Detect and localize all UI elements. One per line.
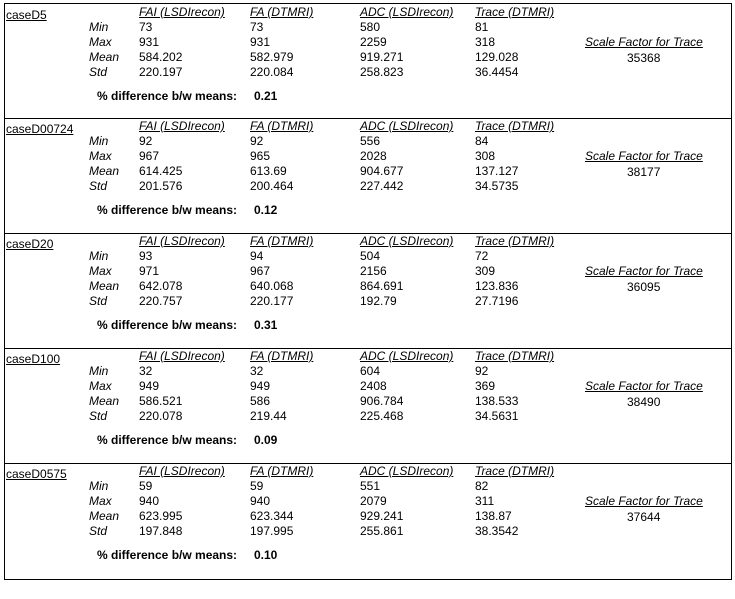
value-fa: 73 — [250, 20, 264, 34]
pct-diff-value: 0.21 — [254, 89, 278, 103]
value-fai: 931 — [139, 35, 160, 49]
value-fa: 582.979 — [250, 50, 294, 64]
pct-diff-label: % difference b/w means: — [97, 318, 238, 332]
header-adc: ADC (LSDIrecon) — [360, 464, 454, 478]
header-fa: FA (DTMRI) — [250, 119, 314, 133]
case-block-caseD100 — [4, 348, 732, 464]
value-adc: 192.79 — [360, 294, 397, 308]
value-adc: 904.677 — [360, 164, 404, 178]
value-fai: 220.078 — [139, 409, 183, 423]
value-adc: 906.784 — [360, 394, 404, 408]
value-fai: 614.425 — [139, 164, 183, 178]
case-name: caseD0575 — [6, 467, 67, 481]
value-fai: 201.576 — [139, 179, 183, 193]
row-label-max: Max — [89, 264, 112, 278]
scale-factor-label: Scale Factor for Trace — [585, 379, 703, 393]
scale-factor-value: 38490 — [627, 395, 661, 409]
value-trace: 311 — [475, 494, 495, 508]
value-fai: 220.757 — [139, 294, 183, 308]
value-fai: 197.848 — [139, 524, 183, 538]
header-adc: ADC (LSDIrecon) — [360, 119, 454, 133]
row-label-std: Std — [89, 179, 108, 193]
value-adc: 2156 — [360, 264, 387, 278]
value-fai: 971 — [139, 264, 160, 278]
scale-factor-label: Scale Factor for Trace — [585, 149, 703, 163]
header-trace: Trace (DTMRI) — [475, 349, 555, 363]
value-trace: 36.4454 — [475, 65, 519, 79]
header-fai: FAI (LSDIrecon) — [139, 5, 225, 19]
case-block-caseD5 — [4, 3, 732, 119]
value-adc: 556 — [360, 134, 381, 148]
pct-diff-label: % difference b/w means: — [97, 548, 238, 562]
scale-factor-label: Scale Factor for Trace — [585, 264, 703, 278]
value-trace: 38.3542 — [475, 524, 519, 538]
row-label-max: Max — [89, 379, 112, 393]
pct-diff-value: 0.09 — [254, 433, 278, 447]
value-adc: 551 — [360, 479, 381, 493]
value-fai: 32 — [139, 364, 153, 378]
scale-factor-value: 38177 — [627, 165, 661, 179]
scale-factor-label: Scale Factor for Trace — [585, 35, 703, 49]
scale-factor-value: 35368 — [627, 51, 661, 65]
row-label-min: Min — [89, 479, 109, 493]
value-trace: 369 — [475, 379, 496, 393]
row-label-mean: Mean — [89, 50, 120, 64]
value-fa: 965 — [250, 149, 271, 163]
value-fa: 200.464 — [250, 179, 294, 193]
value-fa: 59 — [250, 479, 264, 493]
row-label-std: Std — [89, 409, 108, 423]
row-label-std: Std — [89, 524, 108, 538]
row-label-min: Min — [89, 20, 109, 34]
value-trace: 309 — [475, 264, 496, 278]
case-block-caseD0575 — [4, 463, 732, 580]
pct-diff-label: % difference b/w means: — [97, 203, 238, 217]
value-trace: 129.028 — [475, 50, 519, 64]
case-name: caseD5 — [6, 8, 47, 22]
row-label-min: Min — [89, 134, 109, 148]
value-adc: 255.861 — [360, 524, 404, 538]
value-fa: 940 — [250, 494, 271, 508]
row-label-std: Std — [89, 65, 108, 79]
value-fai: 220.197 — [139, 65, 183, 79]
value-fa: 220.084 — [250, 65, 294, 79]
value-trace: 123.836 — [475, 279, 519, 293]
value-fa: 586 — [250, 394, 271, 408]
header-adc: ADC (LSDIrecon) — [360, 234, 454, 248]
value-adc: 929.241 — [360, 509, 404, 523]
value-adc: 2028 — [360, 149, 387, 163]
header-trace: Trace (DTMRI) — [475, 5, 555, 19]
row-label-max: Max — [89, 494, 112, 508]
value-trace: 318 — [475, 35, 496, 49]
value-fai: 642.078 — [139, 279, 183, 293]
header-fa: FA (DTMRI) — [250, 464, 314, 478]
value-trace: 308 — [475, 149, 496, 163]
value-trace: 81 — [475, 20, 489, 34]
value-fa: 613.69 — [250, 164, 287, 178]
header-fai: FAI (LSDIrecon) — [139, 119, 225, 133]
row-label-min: Min — [89, 249, 109, 263]
case-block-caseD00724 — [4, 118, 732, 234]
value-trace: 138.87 — [475, 509, 512, 523]
case-name: caseD100 — [6, 352, 61, 366]
header-fai: FAI (LSDIrecon) — [139, 464, 225, 478]
header-adc: ADC (LSDIrecon) — [360, 349, 454, 363]
row-label-max: Max — [89, 35, 112, 49]
value-trace: 138.533 — [475, 394, 519, 408]
value-fa: 967 — [250, 264, 271, 278]
value-adc: 2408 — [360, 379, 387, 393]
value-adc: 504 — [360, 249, 381, 263]
header-trace: Trace (DTMRI) — [475, 464, 555, 478]
row-label-mean: Mean — [89, 509, 120, 523]
value-adc: 919.271 — [360, 50, 404, 64]
value-fa: 219.44 — [250, 409, 287, 423]
header-fai: FAI (LSDIrecon) — [139, 349, 225, 363]
value-fa: 94 — [250, 249, 264, 263]
header-trace: Trace (DTMRI) — [475, 119, 555, 133]
header-fai: FAI (LSDIrecon) — [139, 234, 225, 248]
value-fa: 931 — [250, 35, 271, 49]
value-trace: 34.5631 — [475, 409, 519, 423]
value-fai: 59 — [139, 479, 153, 493]
row-label-mean: Mean — [89, 279, 120, 293]
value-fai: 949 — [139, 379, 160, 393]
scale-factor-value: 36095 — [627, 280, 661, 294]
value-fai: 73 — [139, 20, 153, 34]
pct-diff-value: 0.31 — [254, 318, 278, 332]
value-fa: 623.344 — [250, 509, 294, 523]
value-adc: 864.691 — [360, 279, 404, 293]
header-fa: FA (DTMRI) — [250, 349, 314, 363]
scale-factor-value: 37644 — [627, 510, 661, 524]
value-fa: 197.995 — [250, 524, 294, 538]
value-trace: 137.127 — [475, 164, 519, 178]
value-fa: 92 — [250, 134, 264, 148]
case-name: caseD00724 — [6, 122, 74, 136]
row-label-min: Min — [89, 364, 109, 378]
header-fa: FA (DTMRI) — [250, 234, 314, 248]
pct-diff-label: % difference b/w means: — [97, 433, 238, 447]
value-trace: 82 — [475, 479, 489, 493]
value-trace: 72 — [475, 249, 489, 263]
value-adc: 225.468 — [360, 409, 404, 423]
header-adc: ADC (LSDIrecon) — [360, 5, 454, 19]
row-label-max: Max — [89, 149, 112, 163]
value-adc: 2259 — [360, 35, 387, 49]
value-trace: 84 — [475, 134, 489, 148]
value-fai: 92 — [139, 134, 153, 148]
value-adc: 580 — [360, 20, 381, 34]
value-trace: 34.5735 — [475, 179, 519, 193]
pct-diff-label: % difference b/w means: — [97, 89, 238, 103]
value-adc: 227.442 — [360, 179, 404, 193]
case-block-caseD20 — [4, 233, 732, 349]
value-fa: 220.177 — [250, 294, 294, 308]
case-name: caseD20 — [6, 237, 54, 251]
row-label-std: Std — [89, 294, 108, 308]
value-fai: 940 — [139, 494, 160, 508]
value-fa: 949 — [250, 379, 271, 393]
value-fa: 640.068 — [250, 279, 294, 293]
row-label-mean: Mean — [89, 164, 120, 178]
value-fa: 32 — [250, 364, 264, 378]
value-adc: 604 — [360, 364, 381, 378]
value-fai: 623.995 — [139, 509, 183, 523]
value-fai: 967 — [139, 149, 160, 163]
value-fai: 586.521 — [139, 394, 183, 408]
value-adc: 2079 — [360, 494, 387, 508]
value-trace: 27.7196 — [475, 294, 519, 308]
header-trace: Trace (DTMRI) — [475, 234, 555, 248]
value-trace: 92 — [475, 364, 489, 378]
value-adc: 258.823 — [360, 65, 404, 79]
value-fai: 93 — [139, 249, 153, 263]
value-fai: 584.202 — [139, 50, 183, 64]
pct-diff-value: 0.12 — [254, 203, 278, 217]
pct-diff-value: 0.10 — [254, 548, 278, 562]
row-label-mean: Mean — [89, 394, 120, 408]
scale-factor-label: Scale Factor for Trace — [585, 494, 703, 508]
header-fa: FA (DTMRI) — [250, 5, 314, 19]
